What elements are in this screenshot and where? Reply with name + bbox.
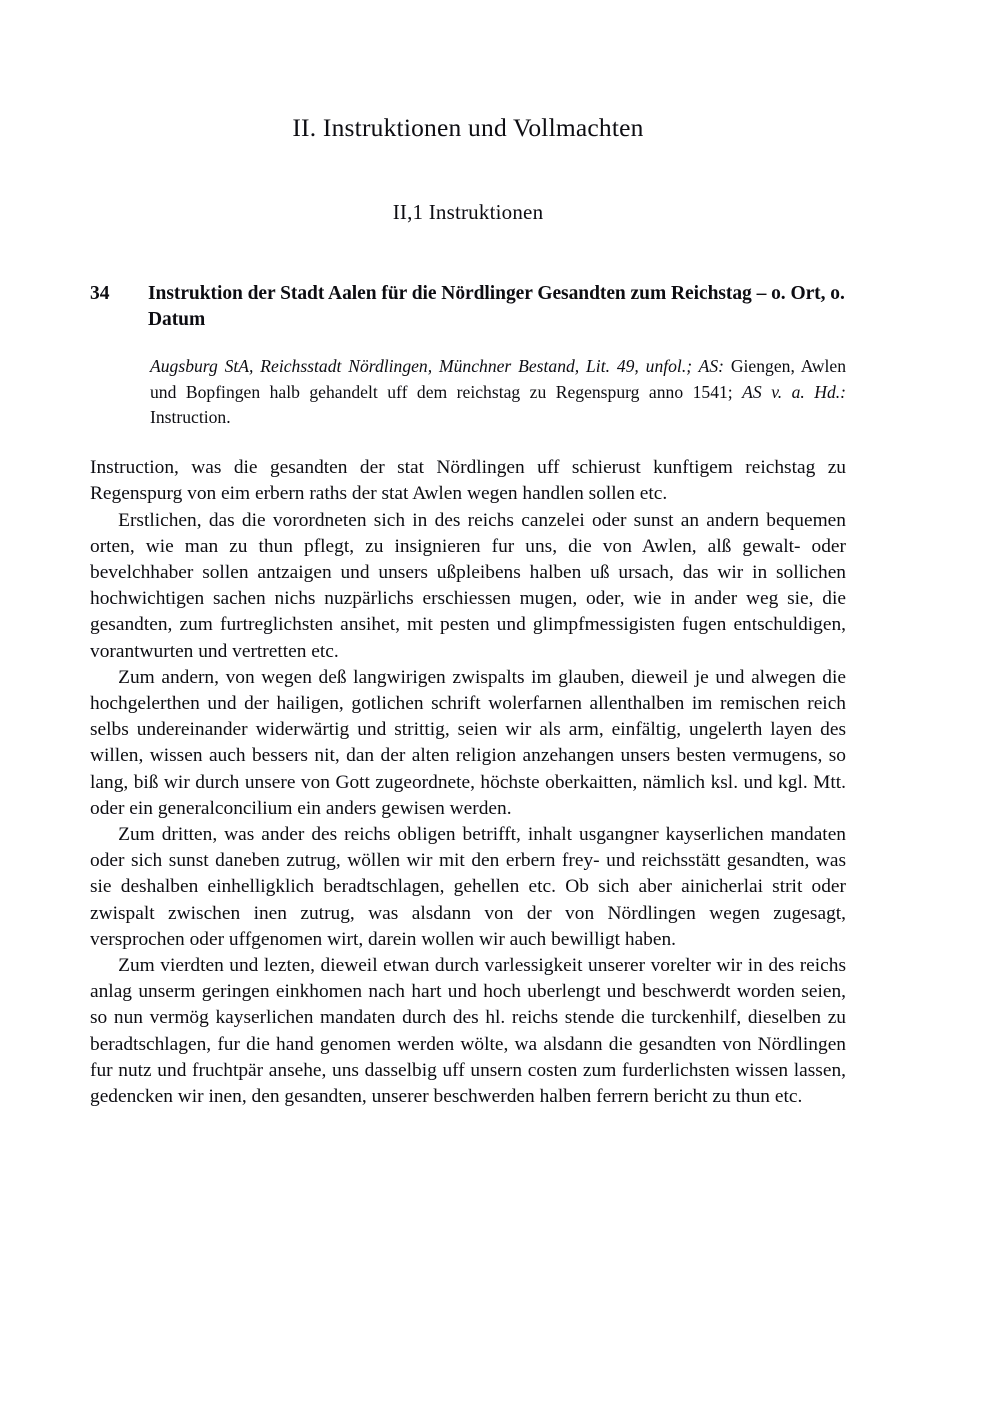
part-title: II. Instruktionen und Vollmachten <box>292 113 644 142</box>
paragraph-article-3: Zum dritten, was ander des reichs obligen betrifft, inhalt usgangner kayserlichen mandaten oder sich sunst daneben zutrug, wöllen wir mit den erbern frey- und reichsstätt gesandten, was sie deshalben einhelligklich beradtschlagen, gehellen etc. Ob sich aber ainicherlai strit oder zwispalt zwischen inen zutrug, was alsdann von der von Nördlingen wegen zugesagt, versprochen oder uffgenomen wirt, darein wollen wir auch bewilligt haben. <box>90 824 846 950</box>
section-title: II,1 Instruktionen <box>392 199 544 224</box>
hand-label: AS v. a. Hd.: <box>742 381 846 402</box>
body-text <box>90 455 846 1110</box>
document-title: Instruktion der Stadt Aalen für die Nördlinger Gesandten zum Reichstag – o. Ort, o. Datum <box>148 282 845 331</box>
paragraph-article-2: Zum andern, von wegen deß langwirigen zwispalts im glauben, dieweil je und alwegen die hochgelerthen und der hailigen, gotlichen schrift wolerfarnen allenthalben im remischen reich selbs undereinander widerwärtig und strittig, seien wir als arm, einfältig, ungelerth layen des willen, wissen auch bessers nit, dan der alten religion anzehangen unsers besten vermugens, so lang, biß wir durch unsere von Gott zugeordnete, höchste oberkaitten, nämlich ksl. und kgl. Mtt. oder ein generalconcilium ein anders gewisen werden. <box>90 666 846 819</box>
paragraph-article-4: Zum vierdten und lezten, dieweil etwan durch varlessigkeit unserer vorelter wir in des reichs anlag unserm geringen einkhomen nach hart und hoch uberlengt und beschwerdt worden seien, so nun vermög kayserlichen mandaten durch des hl. reichs stende die turckenhilf, dieselben zu beradtschlagen, fur die hand genomen werden wölte, wa alsdann die gesandten von Nördlingen fur nutz und fruchtpär ansehe, uns dasselbig uff unsern costen zum furderlichsten wissen lassen, gedencken wir inen, den gesandten, unserer beschwerden halben ferrern bericht zu thun etc. <box>90 955 846 1108</box>
document-heading <box>90 281 846 334</box>
archival-citation <box>150 354 846 430</box>
page-content <box>90 0 846 1110</box>
hand-text: Instruction. <box>150 406 231 427</box>
paragraph-preamble: Instruction, was die gesandten der stat Nördlingen uff schierust kunftigem reichstag zu Regenspurg von eim erbern raths der stat Awlen wegen handlen sollen etc. <box>90 457 846 505</box>
paragraph-article-1: Erstlichen, das die vorordneten sich in des reichs canzelei oder sunst an andern bequemen orten, wie man zu thun pflegt, zu insignieren fur uns, die von Awlen, alß gewalt- oder bevelchhaber sollen antzaigen und unsers ußpleibens halben uß ursach, das wir in sollichen hochwichtigen sachen nichs nuzpärlichs erschiessen mugen, oder, wie in ander weg sie, die gesandten, zum furtreglichsten ansihet, mit pesten und glimpfmessigisten fugen entschuldigen, vorantwurten und vertretten etc. <box>90 509 846 662</box>
dorsal-note: Giengen, Awlen und Bopfingen halb gehandelt uff dem reichstag zu Regenspurg anno 1541; <box>150 356 846 402</box>
archive-signature: Augsburg StA, Reichsstadt Nördlingen, Münchner Bestand, Lit. 49, unfol.; AS: <box>150 356 724 377</box>
document-number: 34 <box>90 282 110 304</box>
